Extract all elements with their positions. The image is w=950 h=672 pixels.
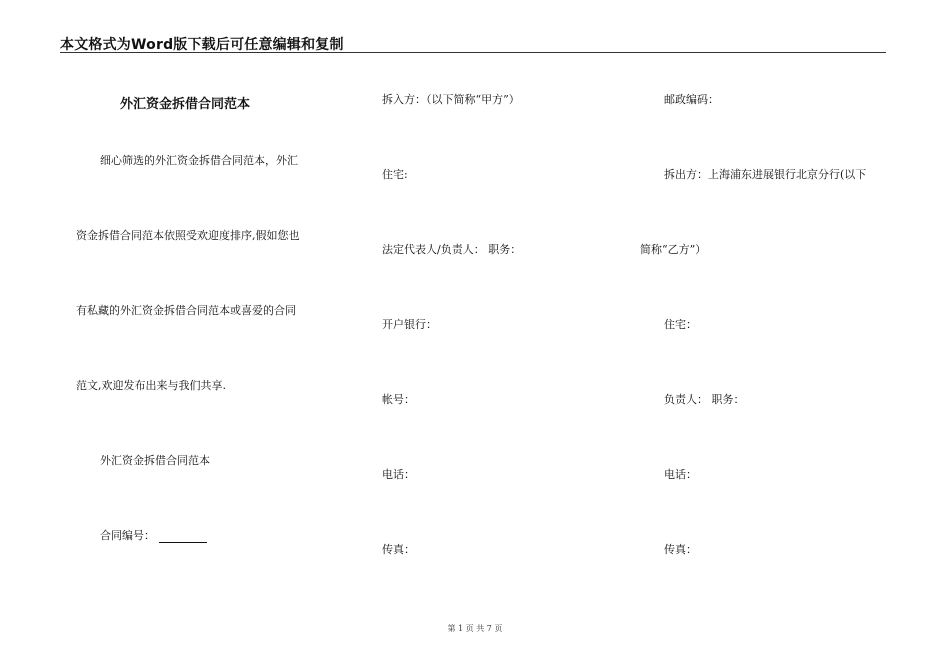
intro-line-1: 细心筛选的外汇资金拆借合同范本，外汇 — [100, 154, 298, 167]
contract-number-line — [100, 529, 207, 543]
lender-field: 拆出方：上海浦东进展银行北京分行(以下 — [664, 168, 867, 181]
lender-fax-field: 传真： — [664, 543, 697, 556]
page-number: 第 1 页 共 7 页 — [447, 624, 503, 633]
legal-representative-field: 法定代表人/负责人： 职务： — [382, 243, 522, 256]
section-subtitle: 外汇资金拆借合同范本 — [100, 454, 210, 467]
document-header: 本文格式为Word版下载后可任意编辑和复制 — [60, 37, 344, 53]
intro-line-2: 资金拆借合同范本依照受欢迎度排序,假如您也 — [76, 229, 300, 242]
header-divider — [60, 52, 886, 53]
borrower-fax-field: 传真： — [382, 543, 415, 556]
intro-line-4: 范文,欢迎发布出来与我们共享. — [76, 379, 226, 392]
document-title: 外汇资金拆借合同范本 — [120, 97, 251, 112]
person-in-charge-field: 负责人： 职务： — [664, 393, 745, 406]
borrower-field: 拆入方：（以下简称“甲方”） — [382, 93, 520, 106]
postcode-field: 邮政编码： — [664, 93, 719, 106]
contract-number-blank — [159, 530, 207, 543]
borrower-phone-field: 电话： — [382, 468, 415, 481]
lender-address-field: 住宅： — [664, 318, 697, 331]
lender-phone-field: 电话： — [664, 468, 697, 481]
account-field: 帐号： — [382, 393, 415, 406]
bank-field: 开户银行： — [382, 318, 437, 331]
intro-line-3: 有私藏的外汇资金拆借合同范本或喜爱的合同 — [76, 304, 296, 317]
borrower-address-field: 住宅: — [382, 168, 408, 181]
lender-short-name: 简称“乙方”） — [640, 243, 707, 256]
contract-number-label: 合同编号： — [100, 529, 155, 542]
